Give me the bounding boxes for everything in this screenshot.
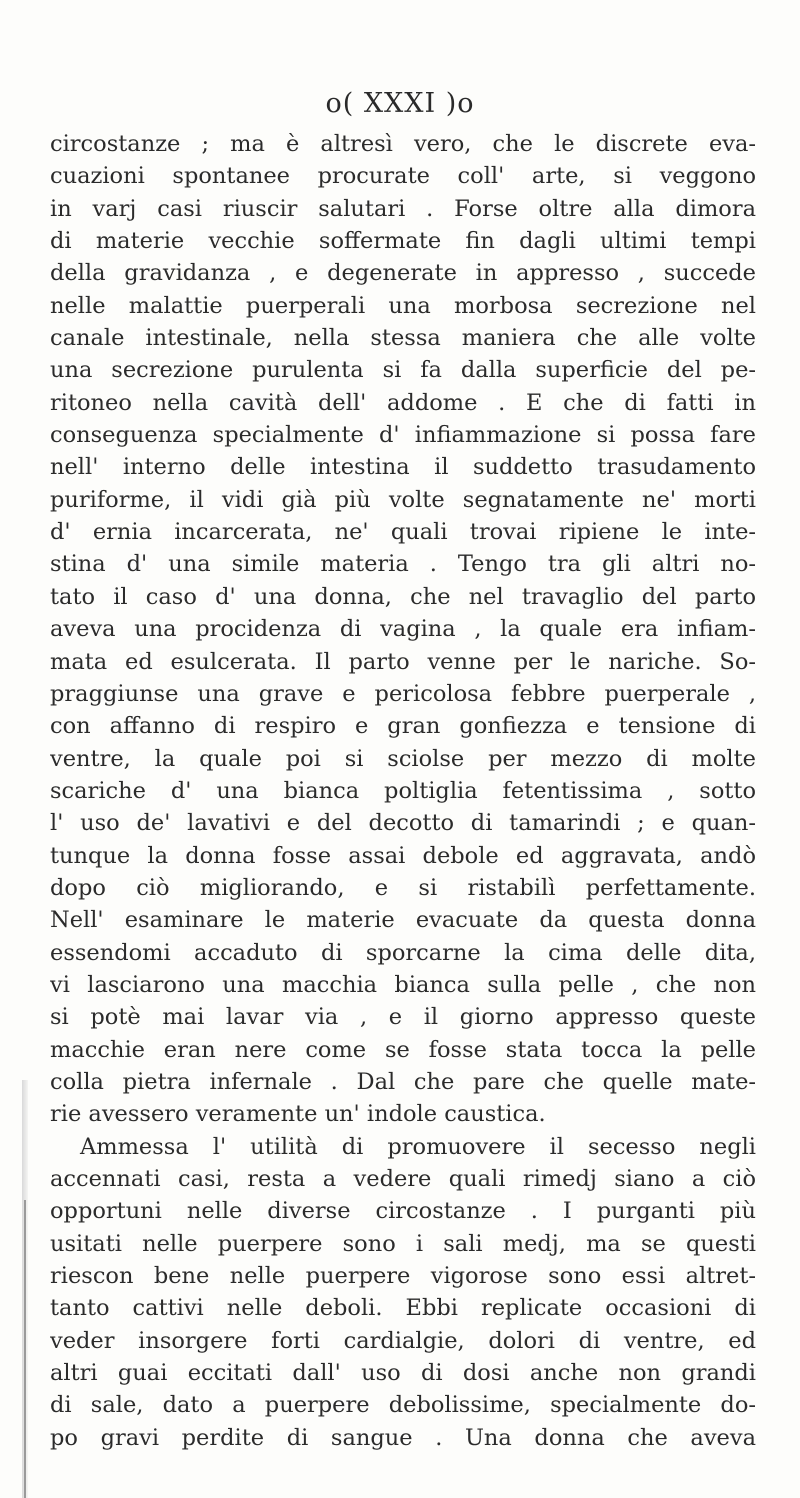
text-line: riescon bene nelle puerpere vigorose sono essi altret-	[50, 1263, 756, 1290]
text-line: si potè mai lavar via , e il giorno appresso queste	[50, 1004, 756, 1031]
text-line: altri guai eccitati dall' uso di dosi anche non grandi	[50, 1360, 756, 1387]
text-line: tanto cattivi nelle deboli. Ebbi replicate occasioni di	[50, 1295, 756, 1322]
text-line: dopo ciò migliorando, e si ristabilì perfettamente.	[50, 874, 756, 901]
text-line: opportuni nelle diverse circostanze . I purganti più	[50, 1198, 756, 1225]
text-line: nelle malattie puerperali una morbosa secrezione nel	[50, 292, 756, 319]
text-line: essendomi accaduto di sporcarne la cima delle dita,	[50, 939, 756, 966]
text-line: accennati casi, resta a vedere quali rimedj siano a ciò	[50, 1166, 756, 1192]
text-line: stina d' una simile materia . Tengo tra gli altri no-	[50, 551, 756, 578]
text-line: scariche d' una bianca poltiglia fetentissima , sotto	[50, 777, 756, 804]
page-number-header: o( XXXI )o	[325, 88, 475, 119]
text-line: d' ernia incarcerata, ne' quali trovai ripiene le inte-	[50, 519, 756, 546]
text-line: in varj casi riuscir salutari . Forse oltre alla dimora	[50, 195, 756, 222]
text-line: cuazioni spontanee procurate coll' arte, si veggono	[50, 163, 756, 190]
body-text	[50, 128, 756, 1454]
text-line: puriforme, il vidi già più volte segnatamente ne' morti	[50, 486, 756, 513]
text-line: vi lasciarono una macchia bianca sulla pelle , che non	[50, 971, 756, 998]
text-line: mata ed esulcerata. Il parto venne per le nariche. So-	[50, 648, 756, 675]
text-line: ritoneo nella cavità dell' addome . E che di fatti in	[50, 389, 756, 416]
text-line: aveva una procidenza di vagina , la quale era infiam-	[50, 616, 756, 643]
text-line: nell' interno delle intestina il suddetto trasudamento	[50, 454, 756, 481]
text-line: circostanze ; ma è altresì vero, che le discrete eva-	[50, 131, 756, 157]
page-binding-edge	[24, 1200, 26, 1498]
text-line: praggiunse una grave e pericolosa febbre puerperale ,	[50, 680, 756, 707]
text-line: di sale, dato a puerpere debolissime, specialmente do-	[50, 1392, 756, 1419]
text-line: conseguenza specialmente d' infiammazione si possa fare	[50, 422, 756, 449]
text-line: veder insorgere forti cardialgie, dolori di ventre, ed	[50, 1327, 756, 1354]
text-line: ventre, la quale poi si sciolse per mezzo di molte	[50, 745, 756, 772]
text-line: tato il caso d' una donna, che nel travaglio del parto	[50, 583, 756, 610]
text-line: canale intestinale, nella stessa maniera che alle volte	[50, 325, 756, 352]
text-line: tunque la donna fosse assai debole ed aggravata, andò	[50, 842, 756, 869]
text-line: po gravi perdite di sangue . Una donna che aveva	[50, 1424, 756, 1451]
text-line: l' uso de' lavativi e del decotto di tamarindi ; e quan-	[50, 810, 756, 837]
text-line: di materie vecchie soffermate fin dagli ultimi tempi	[50, 228, 756, 255]
text-line: con affanno di respiro e gran gonfiezza e tensione di	[50, 713, 756, 740]
text-line: Ammessa l' utilità di promuovere il secesso negli	[80, 1133, 756, 1160]
text-line: rie avessero veramente un' indole caustica.	[50, 1101, 546, 1128]
text-line: della gravidanza , e degenerate in appresso , succede	[50, 260, 756, 287]
text-line: colla pietra infernale . Dal che pare che quelle mate-	[50, 1068, 756, 1095]
text-line: Nell' esaminare le materie evacuate da questa donna	[50, 907, 756, 934]
text-line: usitati nelle puerpere sono i sali medj, ma se questi	[50, 1230, 756, 1257]
text-line: una secrezione purulenta si fa dalla superficie del pe-	[50, 357, 756, 384]
text-line: macchie eran nere come se fosse stata tocca la pelle	[50, 1036, 756, 1063]
